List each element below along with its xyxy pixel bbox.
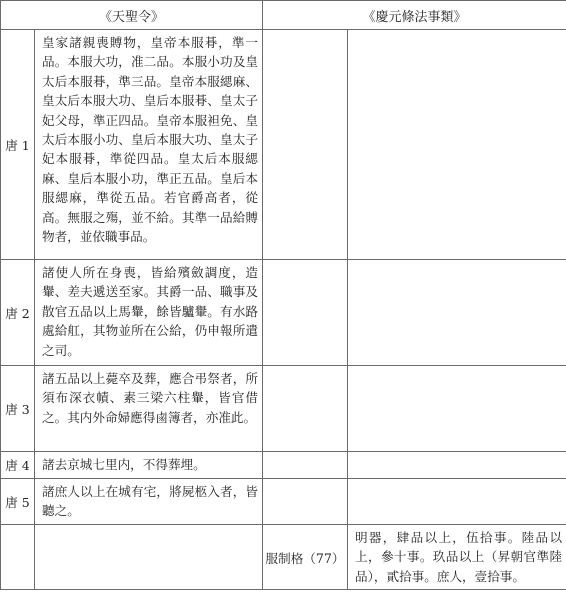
row-label: 唐 3 (1, 366, 35, 452)
row-middle (263, 479, 348, 525)
header-qingyuan-tiaofa-shilei: 《慶元條法事類》 (263, 1, 566, 30)
row-label: 唐 4 (1, 452, 35, 479)
row-middle (263, 452, 348, 479)
row-label: 唐 5 (1, 479, 35, 525)
row-middle (263, 366, 348, 452)
header-row (1, 1, 566, 30)
row-label: 唐 2 (1, 260, 35, 366)
row-right: 明器，肆品以上，伍拾事。陸品以上，參十事。玖品以上（昇朝官準陸品），貳拾事。庶人，壹拾事。 (348, 525, 566, 590)
row-right (348, 479, 566, 525)
row-label: 唐 1 (1, 30, 35, 260)
row-text: 皇家諸親喪賻物，皇帝本服朞，準一品。本服大功，准二品。本服小功及皇太后本服朞，準三品。皇帝本服緦麻、皇太后本服大功、皇后本服朞、皇太子妃父母，準正四品。皇帝本服袒免、皇太后本服小功、皇后本服大功、皇太子妃本服朞，準從四品。皇太后本服緦麻、皇后本服小功，準正五品。皇后本服緦麻，準從五品。若官爵高者，從高。無服之殤，並不給。其準一品給賻物者，並依職事品。 (35, 30, 263, 260)
row-text: 諸五品以上薨卒及葬，應合弔祭者，所須布深衣幘、素三梁六柱轝，皆官借之。其内外命婦應得鹵簿者，亦准此。 (35, 366, 263, 452)
row-middle: 服制格（77） (263, 525, 348, 590)
row-text (35, 525, 263, 590)
table-row (1, 525, 566, 590)
row-text: 諸去京城七里内，不得葬埋。 (35, 452, 263, 479)
row-label (1, 525, 35, 590)
table-row (1, 479, 566, 525)
row-right (348, 30, 566, 260)
table-row (1, 452, 566, 479)
row-right (348, 366, 566, 452)
table-row (1, 260, 566, 366)
row-middle (263, 260, 348, 366)
table-row (1, 366, 566, 452)
row-text: 諸使人所在身喪，皆給殯斂調度，造轝、差夫遞送至家。其爵一品、職事及散官五品以上馬轝，餘皆驢轝。有水路處給舡，其物並所在公給，仍申報所遣之司。 (35, 260, 263, 366)
header-tiansheng-ling: 《天聖令》 (1, 1, 263, 30)
row-right (348, 452, 566, 479)
table-row (1, 30, 566, 260)
row-right (348, 260, 566, 366)
row-text: 諸庶人以上在城有宅，將屍柩入者，皆聽之。 (35, 479, 263, 525)
row-middle (263, 30, 348, 260)
